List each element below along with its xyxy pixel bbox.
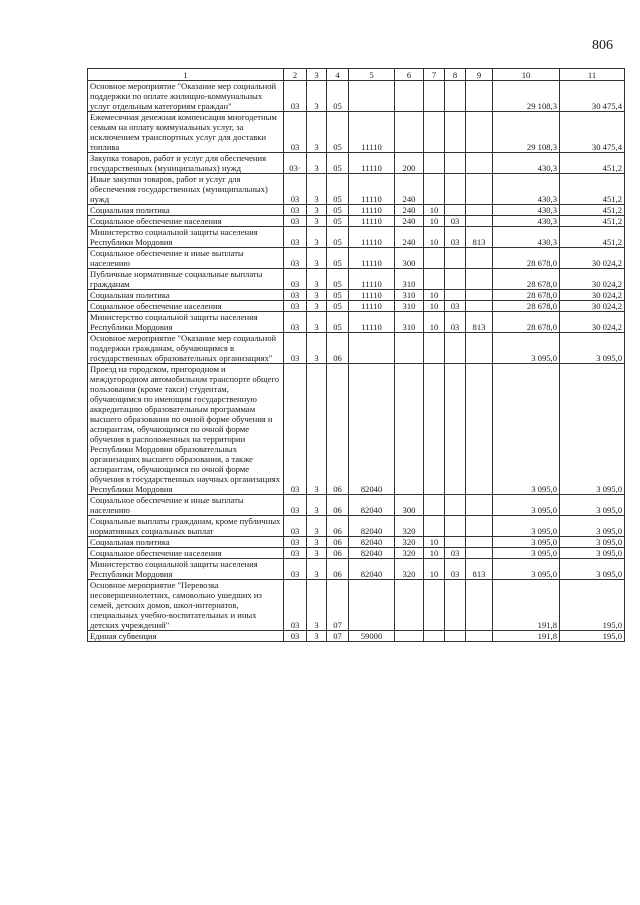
cell-ministry xyxy=(466,248,493,269)
cell-ministry xyxy=(466,174,493,205)
cell-subprogram: 3 xyxy=(307,495,327,516)
cell-expense-type: 320 xyxy=(395,516,424,537)
column-header: 5 xyxy=(349,69,395,81)
row-name: Социальное обеспечение населения xyxy=(88,216,284,227)
cell-activity: 05 xyxy=(327,112,349,153)
cell-section xyxy=(424,364,445,495)
table-row xyxy=(88,631,625,642)
table-row xyxy=(88,174,625,205)
row-name: Министерство социальной защиты населения Республики Мордовия xyxy=(88,559,284,580)
cell-ministry xyxy=(466,216,493,227)
cell-subsection xyxy=(445,205,466,216)
cell-activity: 05 xyxy=(327,301,349,312)
cell-subsection xyxy=(445,364,466,495)
row-name: Ежемесячная денежная компенсация многодетным семьям на оплату коммунальных услуг, за исключением транспортных услуг для доставки топлива xyxy=(88,112,284,153)
table-row xyxy=(88,364,625,495)
cell-ministry xyxy=(466,81,493,112)
cell-subprogram: 3 xyxy=(307,269,327,290)
column-header: 8 xyxy=(445,69,466,81)
column-header: 7 xyxy=(424,69,445,81)
cell-amount-2024: 29 108,3 xyxy=(493,112,560,153)
cell-amount-2025: 3 095,0 xyxy=(560,364,625,495)
cell-direction: 82040 xyxy=(349,537,395,548)
cell-subsection xyxy=(445,112,466,153)
row-name: Социальная политика xyxy=(88,290,284,301)
cell-expense-type: 310 xyxy=(395,269,424,290)
cell-ministry xyxy=(466,269,493,290)
cell-expense-type xyxy=(395,631,424,642)
cell-expense-type xyxy=(395,112,424,153)
row-name: Единая субвенция xyxy=(88,631,284,642)
cell-ministry xyxy=(466,580,493,631)
row-name: Основное мероприятие "Перевозка несовершеннолетних, самовольно ушедших из семей, детских домов, школ-интернатов, специальных учебно-воспитательных и иных детских учреждений" xyxy=(88,580,284,631)
cell-ministry xyxy=(466,631,493,642)
cell-expense-type: 320 xyxy=(395,559,424,580)
cell-direction xyxy=(349,81,395,112)
row-name: Проезд на городском, пригородном и междугородном автомобильном транспорте общего пользования (кроме такси) студентам, обучающимся по имеющим государственную аккредитацию образовательным программам высшего образования по очной форме обучения и аспирантам, обучающимся по очной форме обучения в расположенных на территории Республики Мордовия образовательных организациях высшего образования, а также аспирантам, обучающимся по очной форме обучения в государственных научных организациях Республики Мордовия xyxy=(88,364,284,495)
cell-subprogram: 3 xyxy=(307,516,327,537)
cell-admin: 03 xyxy=(284,495,307,516)
cell-activity: 07 xyxy=(327,631,349,642)
cell-subsection: 03 xyxy=(445,312,466,333)
cell-admin: 03 xyxy=(284,312,307,333)
cell-activity: 05 xyxy=(327,174,349,205)
cell-admin: 03 xyxy=(284,216,307,227)
cell-expense-type: 240 xyxy=(395,174,424,205)
cell-expense-type: 240 xyxy=(395,227,424,248)
cell-amount-2025: 30 475,4 xyxy=(560,81,625,112)
row-name: Социальное обеспечение и иные выплаты населению xyxy=(88,495,284,516)
cell-amount-2025: 451,2 xyxy=(560,227,625,248)
row-name: Социальное обеспечение населения xyxy=(88,548,284,559)
cell-direction: 11110 xyxy=(349,290,395,301)
cell-activity: 05 xyxy=(327,205,349,216)
cell-section: 10 xyxy=(424,205,445,216)
cell-admin: 03 xyxy=(284,631,307,642)
cell-amount-2025: 30 024,2 xyxy=(560,269,625,290)
cell-amount-2025: 195,0 xyxy=(560,631,625,642)
cell-amount-2025: 451,2 xyxy=(560,174,625,205)
cell-activity: 05 xyxy=(327,248,349,269)
cell-direction: 11110 xyxy=(349,269,395,290)
cell-activity: 05 xyxy=(327,153,349,174)
cell-ministry xyxy=(466,364,493,495)
table-row xyxy=(88,216,625,227)
cell-admin: 03· xyxy=(284,153,307,174)
cell-section xyxy=(424,248,445,269)
cell-subprogram: 3 xyxy=(307,205,327,216)
cell-ministry xyxy=(466,290,493,301)
cell-direction: 11110 xyxy=(349,205,395,216)
cell-amount-2025: 3 095,0 xyxy=(560,495,625,516)
cell-subprogram: 3 xyxy=(307,153,327,174)
cell-activity: 05 xyxy=(327,290,349,301)
cell-expense-type: 240 xyxy=(395,205,424,216)
cell-subsection: 03 xyxy=(445,559,466,580)
cell-admin: 03 xyxy=(284,269,307,290)
cell-admin: 03 xyxy=(284,516,307,537)
table-row xyxy=(88,269,625,290)
cell-expense-type: 240 xyxy=(395,216,424,227)
table-row xyxy=(88,537,625,548)
cell-ministry xyxy=(466,495,493,516)
cell-activity: 05 xyxy=(327,312,349,333)
cell-amount-2025: 3 095,0 xyxy=(560,548,625,559)
cell-amount-2024: 430,3 xyxy=(493,227,560,248)
cell-activity: 07 xyxy=(327,580,349,631)
cell-subsection xyxy=(445,495,466,516)
table-row xyxy=(88,516,625,537)
row-name: Публичные нормативные социальные выплаты гражданам xyxy=(88,269,284,290)
cell-subprogram: 3 xyxy=(307,364,327,495)
column-header: 11 xyxy=(560,69,625,81)
cell-direction xyxy=(349,580,395,631)
cell-admin: 03 xyxy=(284,227,307,248)
cell-expense-type xyxy=(395,364,424,495)
cell-expense-type: 320 xyxy=(395,548,424,559)
table-row xyxy=(88,81,625,112)
cell-subprogram: 3 xyxy=(307,301,327,312)
table-row xyxy=(88,333,625,364)
cell-ministry xyxy=(466,537,493,548)
cell-ministry: 813 xyxy=(466,559,493,580)
cell-subsection xyxy=(445,290,466,301)
row-name: Социальное обеспечение и иные выплаты населению xyxy=(88,248,284,269)
cell-subsection: 03 xyxy=(445,548,466,559)
cell-activity: 06 xyxy=(327,364,349,495)
cell-amount-2025: 451,2 xyxy=(560,153,625,174)
table-row xyxy=(88,153,625,174)
cell-expense-type: 310 xyxy=(395,290,424,301)
cell-direction: 82040 xyxy=(349,516,395,537)
cell-subsection xyxy=(445,537,466,548)
column-header: 9 xyxy=(466,69,493,81)
cell-activity: 06 xyxy=(327,537,349,548)
cell-amount-2024: 191,8 xyxy=(493,631,560,642)
cell-ministry: 813 xyxy=(466,227,493,248)
cell-amount-2024: 430,3 xyxy=(493,216,560,227)
cell-section: 10 xyxy=(424,312,445,333)
cell-direction: 11110 xyxy=(349,248,395,269)
cell-amount-2025: 3 095,0 xyxy=(560,516,625,537)
cell-subsection xyxy=(445,580,466,631)
cell-direction: 82040 xyxy=(349,559,395,580)
cell-direction: 11110 xyxy=(349,174,395,205)
cell-subsection xyxy=(445,631,466,642)
cell-admin: 03 xyxy=(284,248,307,269)
cell-direction: 82040 xyxy=(349,495,395,516)
table-row xyxy=(88,205,625,216)
column-header: 2 xyxy=(284,69,307,81)
cell-amount-2024: 430,3 xyxy=(493,153,560,174)
cell-section: 10 xyxy=(424,290,445,301)
cell-section xyxy=(424,631,445,642)
cell-subprogram: 3 xyxy=(307,312,327,333)
table-row xyxy=(88,227,625,248)
cell-admin: 03 xyxy=(284,290,307,301)
cell-section: 10 xyxy=(424,301,445,312)
cell-amount-2024: 28 678,0 xyxy=(493,301,560,312)
cell-direction: 11110 xyxy=(349,301,395,312)
cell-subprogram: 3 xyxy=(307,81,327,112)
cell-subprogram: 3 xyxy=(307,580,327,631)
cell-ministry xyxy=(466,301,493,312)
cell-activity: 06 xyxy=(327,495,349,516)
row-name: Основное мероприятие "Оказание мер социальной поддержки по оплате жилищно-коммунальных услуг отдельным категориям граждан" xyxy=(88,81,284,112)
cell-amount-2024: 28 678,0 xyxy=(493,290,560,301)
cell-subprogram: 3 xyxy=(307,216,327,227)
cell-activity: 05 xyxy=(327,269,349,290)
cell-activity: 05 xyxy=(327,227,349,248)
cell-section: 10 xyxy=(424,227,445,248)
cell-activity: 06 xyxy=(327,333,349,364)
cell-amount-2025: 30 024,2 xyxy=(560,312,625,333)
table-row xyxy=(88,312,625,333)
row-name: Основное мероприятие "Оказание мер социальной поддержки гражданам, обучающимся в государственных образовательных организациях" xyxy=(88,333,284,364)
row-name: Социальные выплаты гражданам, кроме публичных нормативных социальных выплат xyxy=(88,516,284,537)
cell-admin: 03 xyxy=(284,364,307,495)
cell-direction: 11110 xyxy=(349,153,395,174)
column-header: 1 xyxy=(88,69,284,81)
column-header: 3 xyxy=(307,69,327,81)
cell-section xyxy=(424,81,445,112)
cell-amount-2024: 191,8 xyxy=(493,580,560,631)
cell-amount-2025: 30 475,4 xyxy=(560,112,625,153)
row-name: Министерство социальной защиты населения Республики Мордовия xyxy=(88,227,284,248)
cell-expense-type xyxy=(395,81,424,112)
cell-section xyxy=(424,153,445,174)
cell-subsection xyxy=(445,269,466,290)
cell-amount-2025: 30 024,2 xyxy=(560,301,625,312)
cell-ministry xyxy=(466,516,493,537)
cell-section xyxy=(424,269,445,290)
cell-amount-2025: 3 095,0 xyxy=(560,559,625,580)
cell-ministry xyxy=(466,205,493,216)
cell-amount-2024: 3 095,0 xyxy=(493,364,560,495)
cell-amount-2025: 451,2 xyxy=(560,216,625,227)
cell-subprogram: 3 xyxy=(307,248,327,269)
cell-amount-2024: 28 678,0 xyxy=(493,269,560,290)
cell-subprogram: 3 xyxy=(307,227,327,248)
table-row xyxy=(88,290,625,301)
table-row xyxy=(88,248,625,269)
row-name: Иные закупки товаров, работ и услуг для обеспечения государственных (муниципальных) нужд xyxy=(88,174,284,205)
table-row xyxy=(88,580,625,631)
cell-subprogram: 3 xyxy=(307,174,327,205)
cell-expense-type: 300 xyxy=(395,248,424,269)
cell-activity: 06 xyxy=(327,516,349,537)
cell-amount-2025: 195,0 xyxy=(560,580,625,631)
cell-subprogram: 3 xyxy=(307,537,327,548)
cell-amount-2024: 3 095,0 xyxy=(493,537,560,548)
cell-ministry: 813 xyxy=(466,312,493,333)
cell-amount-2024: 3 095,0 xyxy=(493,548,560,559)
cell-expense-type: 310 xyxy=(395,301,424,312)
header-row xyxy=(88,69,625,81)
cell-direction: 11110 xyxy=(349,312,395,333)
cell-section: 10 xyxy=(424,537,445,548)
cell-section: 10 xyxy=(424,559,445,580)
cell-expense-type: 310 xyxy=(395,312,424,333)
cell-expense-type xyxy=(395,333,424,364)
cell-expense-type: 320 xyxy=(395,537,424,548)
row-name: Министерство социальной защиты населения Республики Мордовия xyxy=(88,312,284,333)
cell-subsection: 03 xyxy=(445,227,466,248)
cell-admin: 03 xyxy=(284,174,307,205)
cell-subprogram: 3 xyxy=(307,631,327,642)
cell-section xyxy=(424,516,445,537)
cell-amount-2024: 430,3 xyxy=(493,174,560,205)
row-name: Закупка товаров, работ и услуг для обеспечения государственных (муниципальных) нужд xyxy=(88,153,284,174)
cell-subsection xyxy=(445,333,466,364)
cell-subsection xyxy=(445,174,466,205)
cell-activity: 06 xyxy=(327,559,349,580)
cell-section xyxy=(424,333,445,364)
cell-direction: 82040 xyxy=(349,548,395,559)
cell-ministry xyxy=(466,333,493,364)
cell-amount-2024: 3 095,0 xyxy=(493,495,560,516)
cell-subprogram: 3 xyxy=(307,548,327,559)
cell-section xyxy=(424,495,445,516)
cell-amount-2025: 30 024,2 xyxy=(560,290,625,301)
cell-admin: 03 xyxy=(284,559,307,580)
cell-expense-type: 200 xyxy=(395,153,424,174)
cell-admin: 03 xyxy=(284,537,307,548)
cell-direction: 11110 xyxy=(349,227,395,248)
cell-ministry xyxy=(466,112,493,153)
row-name: Социальная политика xyxy=(88,537,284,548)
table-row xyxy=(88,112,625,153)
cell-subsection xyxy=(445,516,466,537)
cell-expense-type: 300 xyxy=(395,495,424,516)
cell-admin: 03 xyxy=(284,548,307,559)
cell-subsection xyxy=(445,81,466,112)
row-name: Социальная политика xyxy=(88,205,284,216)
cell-ministry xyxy=(466,548,493,559)
cell-subsection xyxy=(445,248,466,269)
column-header: 10 xyxy=(493,69,560,81)
cell-expense-type xyxy=(395,580,424,631)
cell-ministry xyxy=(466,153,493,174)
cell-admin: 03 xyxy=(284,81,307,112)
cell-amount-2024: 3 095,0 xyxy=(493,559,560,580)
cell-amount-2024: 3 095,0 xyxy=(493,516,560,537)
cell-activity: 06 xyxy=(327,548,349,559)
cell-amount-2025: 30 024,2 xyxy=(560,248,625,269)
cell-amount-2024: 430,3 xyxy=(493,205,560,216)
cell-subsection: 03 xyxy=(445,301,466,312)
cell-subsection xyxy=(445,153,466,174)
cell-section xyxy=(424,112,445,153)
cell-amount-2025: 451,2 xyxy=(560,205,625,216)
cell-amount-2025: 3 095,0 xyxy=(560,333,625,364)
column-header: 4 xyxy=(327,69,349,81)
cell-section: 10 xyxy=(424,548,445,559)
table-row xyxy=(88,301,625,312)
cell-direction: 59000 xyxy=(349,631,395,642)
column-header: 6 xyxy=(395,69,424,81)
cell-direction xyxy=(349,333,395,364)
table-row xyxy=(88,548,625,559)
cell-section: 10 xyxy=(424,216,445,227)
cell-admin: 03 xyxy=(284,301,307,312)
cell-direction: 82040 xyxy=(349,364,395,495)
cell-section xyxy=(424,174,445,205)
cell-subsection: 03 xyxy=(445,216,466,227)
table-row xyxy=(88,559,625,580)
cell-amount-2024: 29 108,3 xyxy=(493,81,560,112)
cell-admin: 03 xyxy=(284,112,307,153)
cell-amount-2025: 3 095,0 xyxy=(560,537,625,548)
cell-activity: 05 xyxy=(327,216,349,227)
cell-amount-2024: 28 678,0 xyxy=(493,312,560,333)
cell-direction: 11110 xyxy=(349,112,395,153)
cell-subprogram: 3 xyxy=(307,112,327,153)
cell-subprogram: 3 xyxy=(307,333,327,364)
cell-direction: 11110 xyxy=(349,216,395,227)
cell-amount-2024: 28 678,0 xyxy=(493,248,560,269)
row-name: Социальное обеспечение населения xyxy=(88,301,284,312)
cell-amount-2024: 3 095,0 xyxy=(493,333,560,364)
cell-section xyxy=(424,580,445,631)
cell-subprogram: 3 xyxy=(307,290,327,301)
cell-admin: 03 xyxy=(284,205,307,216)
cell-activity: 05 xyxy=(327,81,349,112)
page-number: 806 xyxy=(592,38,613,53)
cell-admin: 03 xyxy=(284,333,307,364)
table-row xyxy=(88,495,625,516)
cell-admin: 03 xyxy=(284,580,307,631)
cell-subprogram: 3 xyxy=(307,559,327,580)
budget-table xyxy=(87,68,625,642)
